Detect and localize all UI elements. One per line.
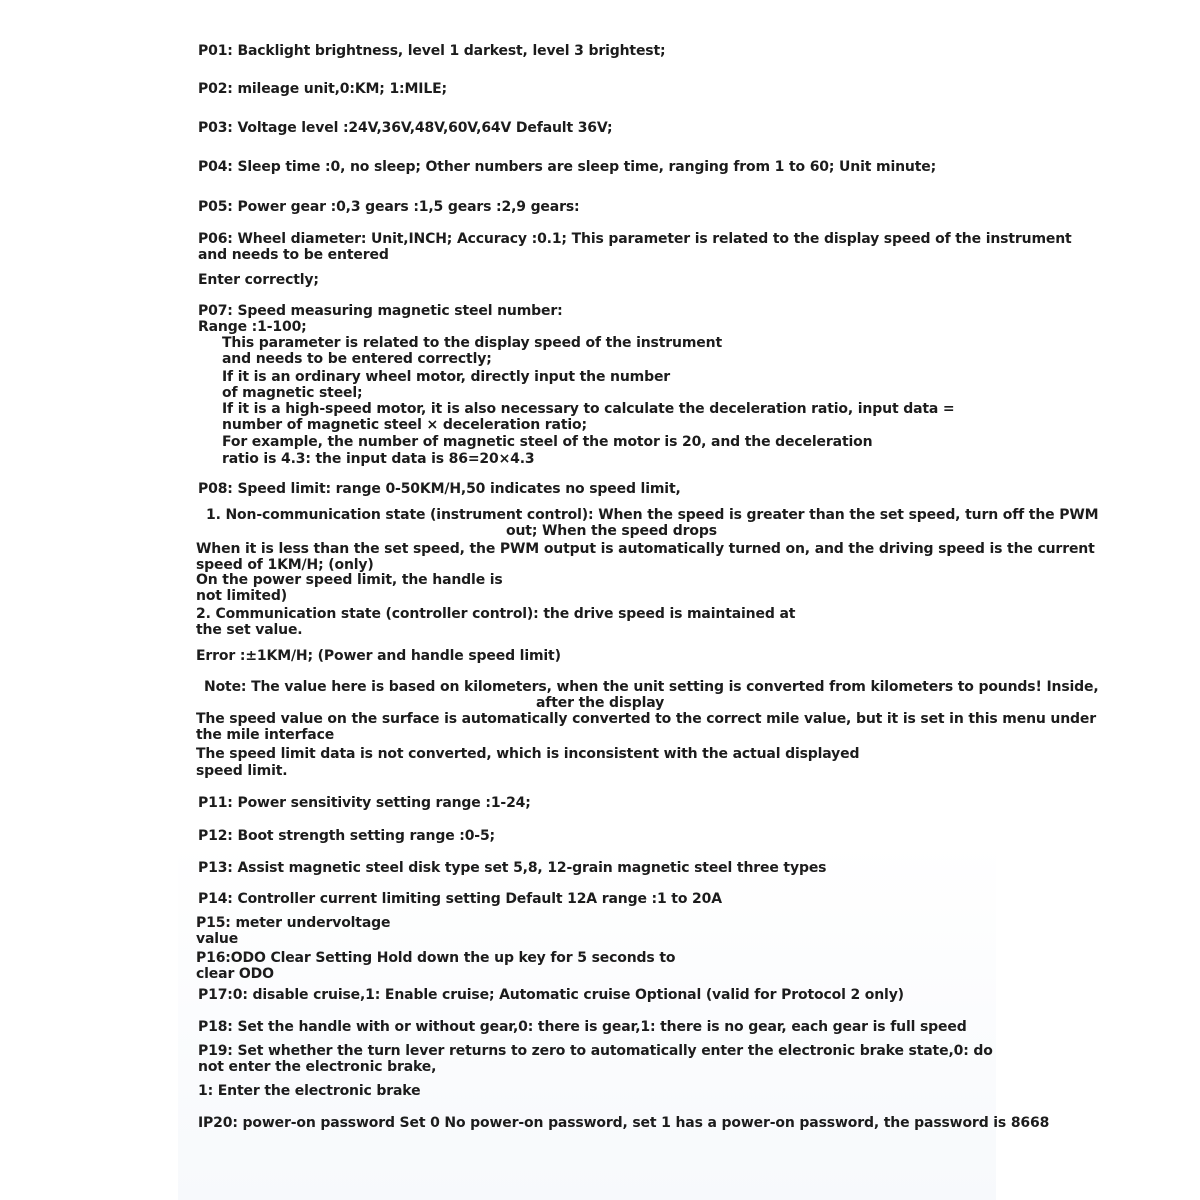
- note-line: speed limit.: [196, 763, 288, 779]
- param-p05: P05: Power gear :0,3 gears :1,5 gears :2,9 gears:: [198, 199, 580, 215]
- param-p08-line: speed of 1KM/H; (only): [196, 557, 374, 573]
- note-line: after the display: [536, 695, 665, 711]
- param-p03: P03: Voltage level :24V,36V,48V,60V,64V Default 36V;: [198, 120, 613, 136]
- note-line: The speed value on the surface is automatically converted to the correct mile value, but it is set in this menu under: [196, 711, 1097, 727]
- note-line: Note: The value here is based on kilometers, when the unit setting is converted from kilometers to pounds! Inside,: [204, 679, 1099, 695]
- param-p08-line: On the power speed limit, the handle is: [196, 572, 503, 588]
- param-p04: P04: Sleep time :0, no sleep; Other numbers are sleep time, ranging from 1 to 60; Unit minute;: [198, 159, 937, 175]
- param-p08-line: P08: Speed limit: range 0-50KM/H,50 indicates no speed limit,: [198, 481, 681, 497]
- note-line: The speed limit data is not converted, which is inconsistent with the actual displayed: [196, 746, 860, 762]
- param-p07-line: For example, the number of magnetic steel of the motor is 20, and the deceleration: [222, 434, 873, 450]
- param-p02: P02: mileage unit,0:KM; 1:MILE;: [198, 81, 447, 97]
- param-p13: P13: Assist magnetic steel disk type set 5,8, 12-grain magnetic steel three types: [198, 860, 827, 876]
- param-p19-line: not enter the electronic brake,: [198, 1059, 437, 1075]
- param-p07-line: P07: Speed measuring magnetic steel number:: [198, 303, 563, 319]
- param-p08-line: Error :±1KM/H; (Power and handle speed limit): [196, 648, 561, 664]
- param-p06-line: Enter correctly;: [198, 272, 319, 288]
- param-p07-line: number of magnetic steel × deceleration ratio;: [222, 417, 587, 433]
- param-p20: IP20: power-on password Set 0 No power-on password, set 1 has a power-on password, the password is 8668: [198, 1115, 1050, 1131]
- param-p07-line: If it is an ordinary wheel motor, directly input the number: [222, 369, 671, 385]
- param-p12: P12: Boot strength setting range :0-5;: [198, 828, 496, 844]
- param-p08-line: out; When the speed drops: [506, 523, 717, 539]
- param-p08-line: 2. Communication state (controller control): the drive speed is maintained at: [196, 606, 796, 622]
- param-p16-line: P16:ODO Clear Setting Hold down the up key for 5 seconds to: [196, 950, 676, 966]
- param-p07-line: and needs to be entered correctly;: [222, 351, 492, 367]
- param-p07-line: of magnetic steel;: [222, 385, 363, 401]
- param-p16-line: clear ODO: [196, 966, 274, 982]
- param-p08-line: 1. Non-communication state (instrument control): When the speed is greater than the set speed, turn off the PWM: [206, 507, 1099, 523]
- param-p17: P17:0: disable cruise,1: Enable cruise; Automatic cruise Optional (valid for Protocol 2 only): [198, 987, 904, 1003]
- param-p18: P18: Set the handle with or without gear,0: there is gear,1: there is no gear, each gear is full speed: [198, 1019, 967, 1035]
- param-p07-line: Range :1-100;: [198, 319, 307, 335]
- param-p11: P11: Power sensitivity setting range :1-24;: [198, 795, 531, 811]
- note-line: the mile interface: [196, 727, 335, 743]
- param-p08-line: not limited): [196, 588, 287, 604]
- param-p15-line: P15: meter undervoltage: [196, 915, 391, 931]
- param-p19-line: P19: Set whether the turn lever returns to zero to automatically enter the electronic brake state,0: do: [198, 1043, 993, 1059]
- param-p15-line: value: [196, 931, 239, 947]
- param-p01: P01: Backlight brightness, level 1 darkest, level 3 brightest;: [198, 43, 666, 59]
- param-p07-line: If it is a high-speed motor, it is also necessary to calculate the deceleration ratio, input data =: [222, 401, 955, 417]
- param-p08-line: When it is less than the set speed, the PWM output is automatically turned on, and the driving speed is the current: [196, 541, 1095, 557]
- param-p06-line: and needs to be entered: [198, 247, 389, 263]
- param-p07-line: This parameter is related to the display speed of the instrument: [222, 335, 722, 351]
- param-p14: P14: Controller current limiting setting Default 12A range :1 to 20A: [198, 891, 722, 907]
- param-p19-line: 1: Enter the electronic brake: [198, 1083, 421, 1099]
- param-p06-line: P06: Wheel diameter: Unit,INCH; Accuracy :0.1; This parameter is related to the display speed of the instrument: [198, 231, 1072, 247]
- param-p08-line: the set value.: [196, 622, 303, 638]
- param-p07-line: ratio is 4.3: the input data is 86=20×4.3: [222, 451, 535, 467]
